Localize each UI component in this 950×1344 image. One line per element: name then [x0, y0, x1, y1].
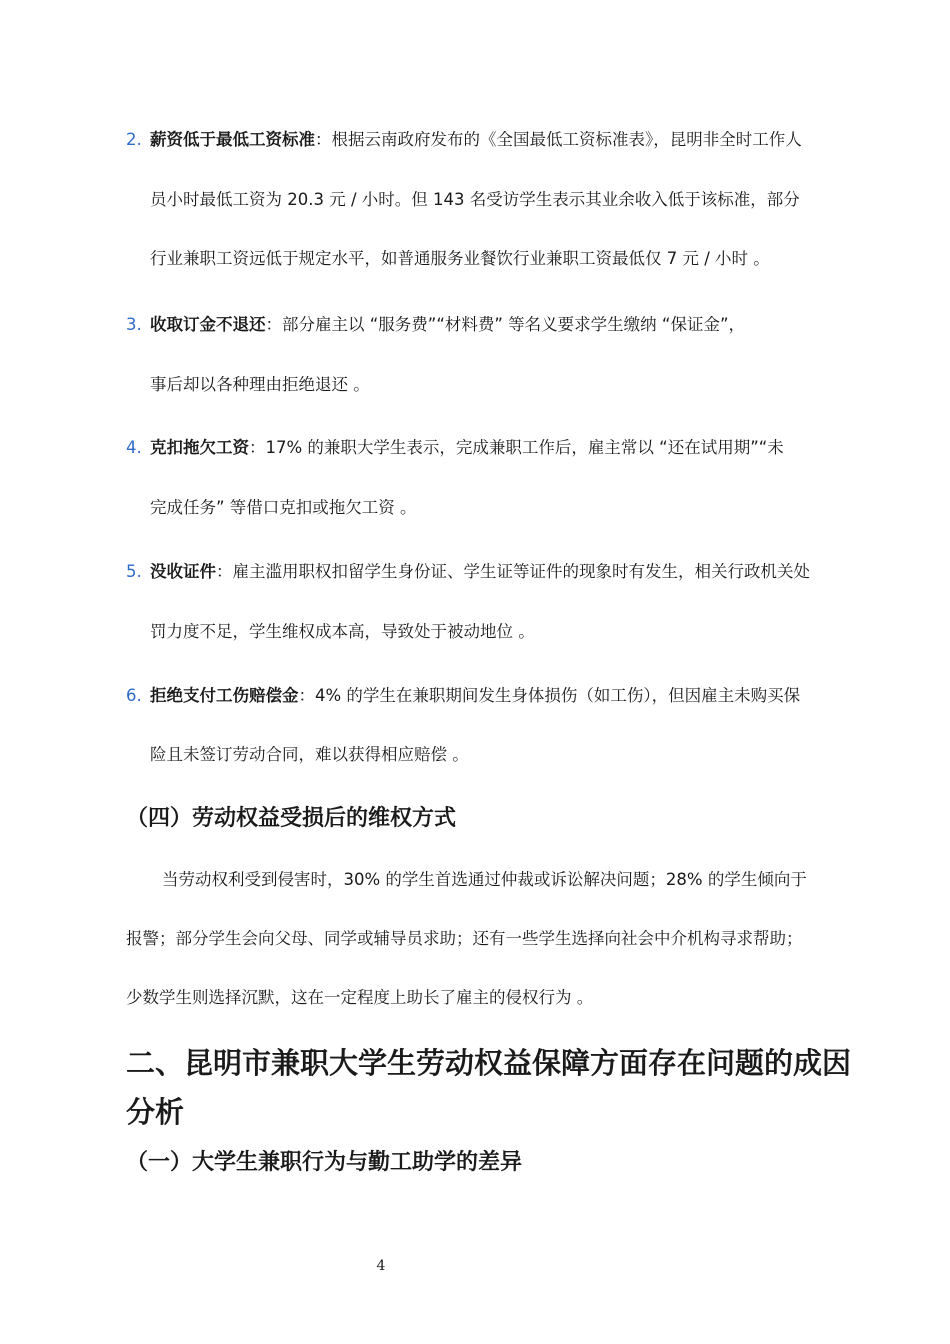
- list-text: ：雇主滥用职权扣留学生身份证、学生证等证件的现象时有发生，相关行政机关处: [216, 562, 810, 581]
- list-number: 6.: [126, 686, 142, 705]
- paragraph-line: 少数学生则选择沉默，这在一定程度上助长了雇主的侵权行为 。: [126, 988, 594, 1007]
- list-text: ：4% 的学生在兼职期间发生身体损伤（如工伤），但因雇主未购买保: [298, 686, 801, 705]
- paragraph-line: 报警；部分学生会向父母、同学或辅导员求助；还有一些学生选择向社会中介机构寻求帮助；: [126, 929, 803, 948]
- list-term: 克扣拖欠工资: [150, 438, 249, 457]
- chapter-heading-line: 分析: [126, 1095, 185, 1129]
- list-text: 完成任务” 等借口克扣或拖欠工资 。: [150, 498, 417, 517]
- page-number: 4: [376, 1258, 386, 1274]
- list-text: 罚力度不足，学生维权成本高，导致处于被动地位 。: [150, 622, 535, 641]
- list-text: 行业兼职工资远低于规定水平，如普通服务业餐饮行业兼职工资最低仅 7 元 / 小时 。: [150, 249, 770, 268]
- list-text: 员小时最低工资为 20.3 元 / 小时。但 143 名受访学生表示其业余收入低于该标准，部分: [150, 190, 800, 209]
- chapter-heading-line: 二、昆明市兼职大学生劳动权益保障方面存在问题的成因: [126, 1046, 852, 1080]
- list-term: 薪资低于最低工资标准: [150, 130, 315, 149]
- list-text: ：17% 的兼职大学生表示，完成兼职工作后，雇主常以 “还在试用期”“未: [249, 438, 784, 457]
- subsection-heading: （一）大学生兼职行为与勤工助学的差异: [126, 1150, 523, 1175]
- list-number: 4.: [126, 438, 142, 457]
- list-term: 拒绝支付工伤赔偿金: [150, 686, 299, 705]
- list-text: 险且未签订劳动合同，难以获得相应赔偿 。: [150, 745, 469, 764]
- paragraph-line: 当劳动权利受到侵害时，30% 的学生首选通过仲裁或诉讼解决问题；28% 的学生倾向于: [162, 870, 807, 889]
- list-term: 收取订金不退还: [150, 315, 266, 334]
- list-text: ：部分雇主以 “服务费”“材料费” 等名义要求学生缴纳 “保证金”，: [265, 315, 746, 334]
- list-number: 2.: [126, 130, 142, 149]
- list-term: 没收证件: [150, 562, 216, 581]
- section-heading: （四）劳动权益受损后的维权方式: [126, 806, 457, 831]
- list-text: ：根据云南政府发布的《全国最低工资标准表》，昆明非全时工作人: [315, 130, 802, 149]
- list-number: 5.: [126, 562, 142, 581]
- list-number: 3.: [126, 315, 142, 334]
- list-text: 事后却以各种理由拒绝退还 。: [150, 375, 370, 394]
